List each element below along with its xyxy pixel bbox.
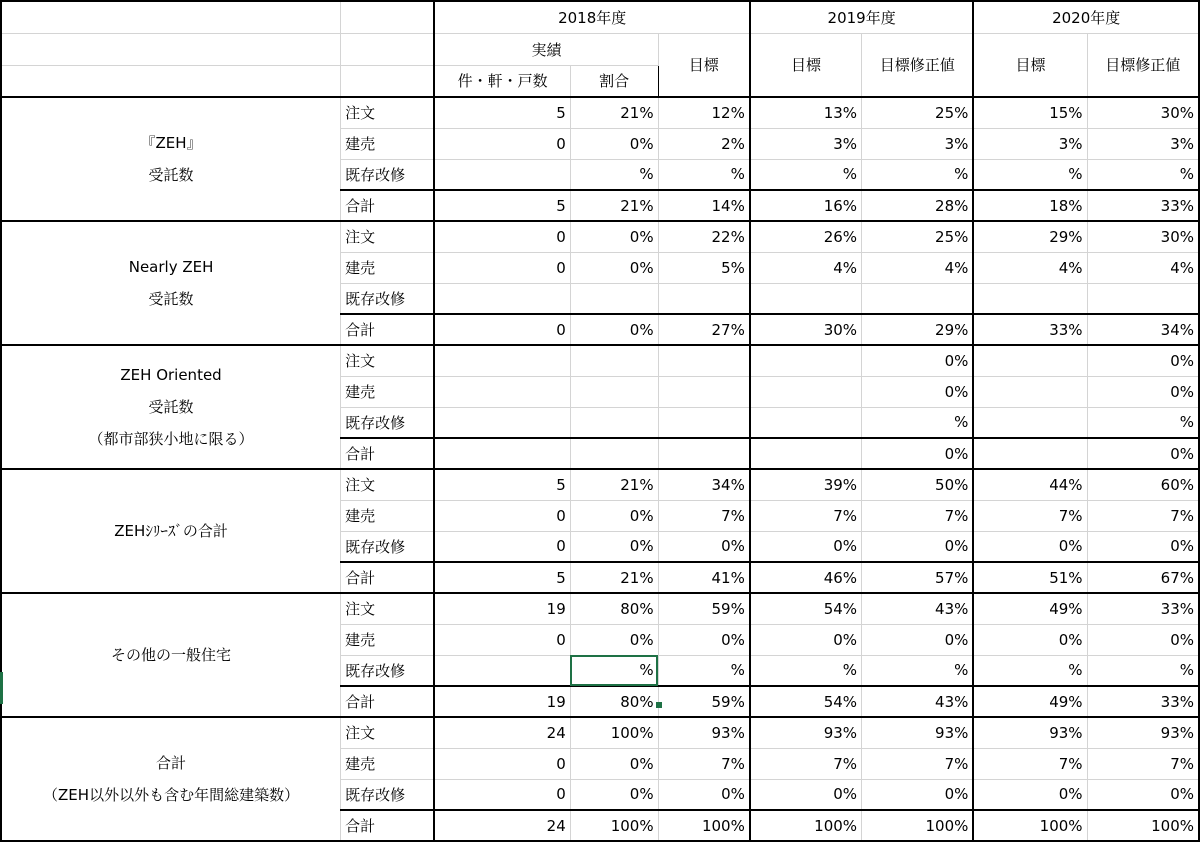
table-row [1, 593, 1199, 624]
data-cell[interactable]: 21% [570, 97, 658, 128]
data-cell[interactable]: % [862, 655, 974, 686]
data-cell[interactable] [973, 345, 1087, 376]
data-cell[interactable]: 51% [973, 562, 1087, 593]
data-cell[interactable]: 0 [434, 128, 570, 159]
data-cell[interactable]: 0% [1087, 624, 1199, 655]
data-cell[interactable]: 33% [1087, 190, 1199, 221]
group-label[interactable] [1, 593, 341, 717]
data-cell[interactable]: 59% [658, 686, 750, 717]
data-cell[interactable]: 100% [1087, 810, 1199, 841]
data-cell[interactable]: 0 [434, 748, 570, 779]
data-cell[interactable]: 0 [434, 531, 570, 562]
group-label-line: 受託数 [148, 290, 194, 308]
row-type-label[interactable]: 既存改修 [341, 531, 435, 562]
data-cell[interactable]: 24 [434, 810, 570, 841]
group-label[interactable] [1, 469, 341, 593]
data-cell[interactable]: 0% [1087, 345, 1199, 376]
header-mokuhyo-2019[interactable]: 目標 [750, 33, 862, 97]
table-row [1, 345, 1199, 376]
data-cell[interactable]: 0% [750, 624, 862, 655]
data-cell[interactable] [973, 376, 1087, 407]
data-cell[interactable]: 33% [1087, 593, 1199, 624]
data-cell[interactable]: 49% [973, 686, 1087, 717]
group-label-line: 受託数 [148, 166, 194, 184]
data-cell[interactable]: 100% [862, 810, 974, 841]
data-cell[interactable]: 4% [750, 252, 862, 283]
data-cell[interactable] [750, 345, 862, 376]
data-cell[interactable]: 67% [1087, 562, 1199, 593]
data-cell[interactable]: 7% [1087, 748, 1199, 779]
data-cell[interactable]: 29% [862, 314, 974, 345]
data-cell[interactable]: 0 [434, 314, 570, 345]
data-cell[interactable] [434, 376, 570, 407]
data-cell[interactable]: 19 [434, 686, 570, 717]
group-label-line: ZEH Oriented [120, 366, 222, 384]
row-type-label[interactable]: 合計 [341, 562, 435, 593]
data-cell[interactable]: 0% [658, 531, 750, 562]
data-cell[interactable] [570, 283, 658, 314]
data-cell[interactable]: 0% [1087, 376, 1199, 407]
data-cell[interactable]: 4% [973, 252, 1087, 283]
data-cell[interactable] [434, 407, 570, 438]
data-cell[interactable]: 0% [862, 779, 974, 810]
data-cell[interactable]: 93% [1087, 717, 1199, 748]
table-row [1, 97, 1199, 128]
data-cell[interactable]: 100% [973, 810, 1087, 841]
data-cell[interactable]: 3% [973, 128, 1087, 159]
data-cell[interactable]: 21% [570, 190, 658, 221]
data-cell[interactable]: 7% [658, 748, 750, 779]
data-cell[interactable]: 5 [434, 190, 570, 221]
row-type-label[interactable]: 注文 [341, 469, 435, 500]
data-cell[interactable]: 19 [434, 593, 570, 624]
row-type-label[interactable]: 合計 [341, 810, 435, 841]
group-label-line: （ZEH以外以外も含む年間総建築数） [43, 786, 300, 804]
data-cell[interactable]: 0 [434, 252, 570, 283]
empty-cell[interactable] [341, 65, 435, 97]
data-cell[interactable]: 0% [658, 779, 750, 810]
row-type-label[interactable]: 合計 [341, 190, 435, 221]
header-2019[interactable]: 2019年度 [750, 1, 974, 33]
data-cell[interactable]: 46% [750, 562, 862, 593]
data-cell[interactable]: 93% [862, 717, 974, 748]
data-cell[interactable]: 5 [434, 562, 570, 593]
data-cell[interactable]: 0% [658, 624, 750, 655]
data-cell[interactable]: 59% [658, 593, 750, 624]
table-row [1, 469, 1199, 500]
data-cell[interactable]: 27% [658, 314, 750, 345]
header-2020[interactable]: 2020年度 [973, 1, 1199, 33]
data-cell[interactable]: 0% [1087, 438, 1199, 469]
data-cell[interactable]: 2% [658, 128, 750, 159]
corner-cell[interactable] [341, 1, 435, 33]
data-cell[interactable]: 43% [862, 686, 974, 717]
data-cell[interactable]: 24 [434, 717, 570, 748]
data-cell[interactable] [750, 438, 862, 469]
data-cell[interactable]: 12% [658, 97, 750, 128]
data-cell[interactable]: 54% [750, 593, 862, 624]
data-cell[interactable]: 0% [570, 500, 658, 531]
group-label-line: Nearly ZEH [128, 258, 214, 276]
data-cell[interactable] [973, 438, 1087, 469]
data-cell[interactable] [570, 345, 658, 376]
row-type-label[interactable]: 既存改修 [341, 779, 435, 810]
row-type-label[interactable]: 既存改修 [341, 407, 435, 438]
data-cell[interactable]: 7% [750, 500, 862, 531]
row-type-label[interactable]: 建売 [341, 252, 435, 283]
data-cell[interactable]: 33% [973, 314, 1087, 345]
group-label[interactable] [1, 97, 341, 221]
row-type-label[interactable]: 既存改修 [341, 159, 435, 190]
data-cell[interactable]: 43% [862, 593, 974, 624]
data-cell[interactable]: 7% [658, 500, 750, 531]
data-cell[interactable]: 0% [973, 531, 1087, 562]
data-cell[interactable]: 0% [973, 779, 1087, 810]
data-cell[interactable]: 0% [862, 531, 974, 562]
data-cell[interactable]: 30% [750, 314, 862, 345]
table-row [1, 717, 1199, 748]
data-cell[interactable]: 0% [570, 531, 658, 562]
data-cell[interactable]: 0% [570, 128, 658, 159]
header-2018[interactable]: 2018年度 [434, 1, 749, 33]
row-type-label[interactable]: 建売 [341, 376, 435, 407]
header-mokuhyo-shusei-2019[interactable]: 目標修正値 [862, 33, 974, 97]
data-cell[interactable]: 0 [434, 500, 570, 531]
data-cell[interactable]: 0% [973, 624, 1087, 655]
data-cell[interactable]: 22% [658, 221, 750, 252]
row-type-label[interactable]: 注文 [341, 593, 435, 624]
data-cell[interactable]: 57% [862, 562, 974, 593]
data-cell[interactable] [434, 283, 570, 314]
data-cell[interactable]: 25% [862, 97, 974, 128]
data-cell[interactable]: 93% [750, 717, 862, 748]
data-cell[interactable]: 0% [570, 314, 658, 345]
data-cell[interactable]: 25% [862, 221, 974, 252]
data-cell[interactable]: 44% [973, 469, 1087, 500]
empty-cell[interactable] [1, 33, 341, 65]
row-type-label[interactable]: 既存改修 [341, 283, 435, 314]
group-label-line: その他の一般住宅 [111, 646, 232, 664]
row-type-label[interactable]: 合計 [341, 438, 435, 469]
data-cell[interactable]: 0% [862, 345, 974, 376]
data-cell[interactable]: 100% [750, 810, 862, 841]
group-label[interactable] [1, 717, 341, 841]
data-cell[interactable]: % [1087, 159, 1199, 190]
data-cell[interactable]: 0% [750, 531, 862, 562]
data-cell[interactable]: 26% [750, 221, 862, 252]
data-cell[interactable]: 7% [862, 748, 974, 779]
data-cell[interactable]: % [570, 159, 658, 190]
data-cell[interactable]: % [750, 159, 862, 190]
data-cell[interactable]: 3% [862, 128, 974, 159]
data-cell[interactable]: 100% [658, 810, 750, 841]
data-cell[interactable]: 14% [658, 190, 750, 221]
data-cell[interactable]: 30% [1087, 97, 1199, 128]
data-cell[interactable]: 0 [434, 779, 570, 810]
data-cell[interactable]: 0% [862, 624, 974, 655]
data-cell[interactable]: 0% [570, 779, 658, 810]
header-jisseki[interactable]: 実績 [434, 33, 658, 65]
data-cell[interactable] [658, 283, 750, 314]
data-cell[interactable]: 100% [570, 810, 658, 841]
data-cell[interactable]: 80% [570, 686, 658, 717]
data-cell[interactable] [750, 283, 862, 314]
data-cell[interactable]: 13% [750, 97, 862, 128]
data-cell[interactable]: 28% [862, 190, 974, 221]
group-label[interactable] [1, 345, 341, 469]
data-cell[interactable] [434, 655, 570, 686]
data-cell[interactable]: 49% [973, 593, 1087, 624]
data-cell[interactable]: 80% [570, 593, 658, 624]
data-cell[interactable] [658, 345, 750, 376]
data-cell[interactable]: 5% [658, 252, 750, 283]
data-cell[interactable]: % [570, 655, 658, 686]
data-cell[interactable]: 50% [862, 469, 974, 500]
data-cell[interactable]: 3% [1087, 128, 1199, 159]
fill-handle[interactable] [656, 702, 662, 708]
group-label-line: ZEHｼﾘｰｽﾞの合計 [114, 522, 228, 540]
header-mokuhyo-2018[interactable]: 目標 [658, 33, 750, 97]
data-cell[interactable]: 0% [1087, 531, 1199, 562]
data-cell[interactable]: 34% [1087, 314, 1199, 345]
data-cell[interactable]: 7% [750, 748, 862, 779]
data-cell[interactable]: % [658, 655, 750, 686]
data-cell[interactable]: 5 [434, 97, 570, 128]
group-label-line: 受託数 [148, 398, 194, 416]
data-cell[interactable] [570, 438, 658, 469]
data-cell[interactable]: 0% [570, 624, 658, 655]
data-cell[interactable]: % [862, 159, 974, 190]
data-cell[interactable]: 29% [973, 221, 1087, 252]
empty-cell[interactable] [1, 65, 341, 97]
data-cell[interactable]: 0% [862, 438, 974, 469]
data-cell[interactable]: 0% [1087, 779, 1199, 810]
data-cell[interactable]: 41% [658, 562, 750, 593]
data-cell[interactable]: 93% [658, 717, 750, 748]
data-cell[interactable]: 4% [862, 252, 974, 283]
data-cell[interactable]: 100% [570, 717, 658, 748]
row-type-label[interactable]: 合計 [341, 314, 435, 345]
row-type-label[interactable]: 建売 [341, 128, 435, 159]
data-cell[interactable]: 0 [434, 624, 570, 655]
data-cell[interactable] [862, 283, 974, 314]
data-cell[interactable] [658, 407, 750, 438]
data-cell[interactable]: 60% [1087, 469, 1199, 500]
data-cell[interactable]: 34% [658, 469, 750, 500]
data-cell[interactable] [434, 345, 570, 376]
data-cell[interactable]: % [973, 655, 1087, 686]
data-cell[interactable]: 0% [570, 221, 658, 252]
row-selection-marker [0, 672, 3, 704]
group-label[interactable] [1, 221, 341, 345]
row-type-label[interactable]: 注文 [341, 345, 435, 376]
data-cell[interactable] [434, 159, 570, 190]
data-cell[interactable]: 39% [750, 469, 862, 500]
data-cell[interactable]: 0% [750, 779, 862, 810]
data-cell[interactable]: 93% [973, 717, 1087, 748]
group-label-line: 『ZEH』 [140, 134, 202, 152]
data-cell[interactable]: % [973, 159, 1087, 190]
data-cell[interactable] [973, 283, 1087, 314]
group-label-line: 合計 [156, 754, 187, 772]
header-mokuhyo-shusei-2020[interactable]: 目標修正値 [1087, 33, 1199, 97]
data-cell[interactable] [750, 407, 862, 438]
row-type-label[interactable]: 注文 [341, 97, 435, 128]
data-cell[interactable] [973, 407, 1087, 438]
data-cell[interactable]: 0% [570, 252, 658, 283]
header-mokuhyo-2020[interactable]: 目標 [973, 33, 1087, 97]
row-type-label[interactable]: 建売 [341, 748, 435, 779]
data-cell[interactable]: 18% [973, 190, 1087, 221]
data-cell[interactable]: 0 [434, 221, 570, 252]
data-cell[interactable]: % [862, 407, 974, 438]
header-ken-count[interactable]: 件・軒・戸数 [434, 65, 570, 97]
row-type-label[interactable]: 建売 [341, 500, 435, 531]
data-cell[interactable]: 16% [750, 190, 862, 221]
data-cell[interactable]: 7% [973, 748, 1087, 779]
header-wariai[interactable]: 割合 [570, 65, 658, 97]
data-cell[interactable]: % [1087, 407, 1199, 438]
data-cell[interactable] [658, 376, 750, 407]
data-cell[interactable]: 21% [570, 469, 658, 500]
row-type-label[interactable]: 既存改修 [341, 655, 435, 686]
data-cell[interactable]: % [750, 655, 862, 686]
data-cell[interactable]: 7% [1087, 500, 1199, 531]
data-cell[interactable] [570, 376, 658, 407]
empty-cell[interactable] [341, 33, 435, 65]
data-cell[interactable]: % [1087, 655, 1199, 686]
data-cell[interactable]: 33% [1087, 686, 1199, 717]
data-cell[interactable]: 4% [1087, 252, 1199, 283]
data-cell[interactable]: 0% [570, 748, 658, 779]
data-cell[interactable]: 21% [570, 562, 658, 593]
table-row [1, 221, 1199, 252]
data-cell[interactable] [570, 407, 658, 438]
data-cell[interactable]: 7% [973, 500, 1087, 531]
row-type-label[interactable]: 合計 [341, 686, 435, 717]
row-type-label[interactable]: 注文 [341, 221, 435, 252]
data-cell[interactable] [750, 376, 862, 407]
row-type-label[interactable]: 建売 [341, 624, 435, 655]
group-label-line: （都市部狭小地に限る） [88, 430, 254, 448]
data-cell[interactable]: 15% [973, 97, 1087, 128]
data-cell[interactable]: 30% [1087, 221, 1199, 252]
data-cell[interactable] [1087, 283, 1199, 314]
data-cell[interactable] [434, 438, 570, 469]
data-cell[interactable]: 3% [750, 128, 862, 159]
data-cell[interactable] [658, 438, 750, 469]
data-cell[interactable]: 5 [434, 469, 570, 500]
row-type-label[interactable]: 注文 [341, 717, 435, 748]
data-cell[interactable]: 0% [862, 376, 974, 407]
corner-cell[interactable] [1, 1, 341, 33]
data-cell[interactable]: % [658, 159, 750, 190]
data-cell[interactable]: 54% [750, 686, 862, 717]
data-cell[interactable]: 7% [862, 500, 974, 531]
